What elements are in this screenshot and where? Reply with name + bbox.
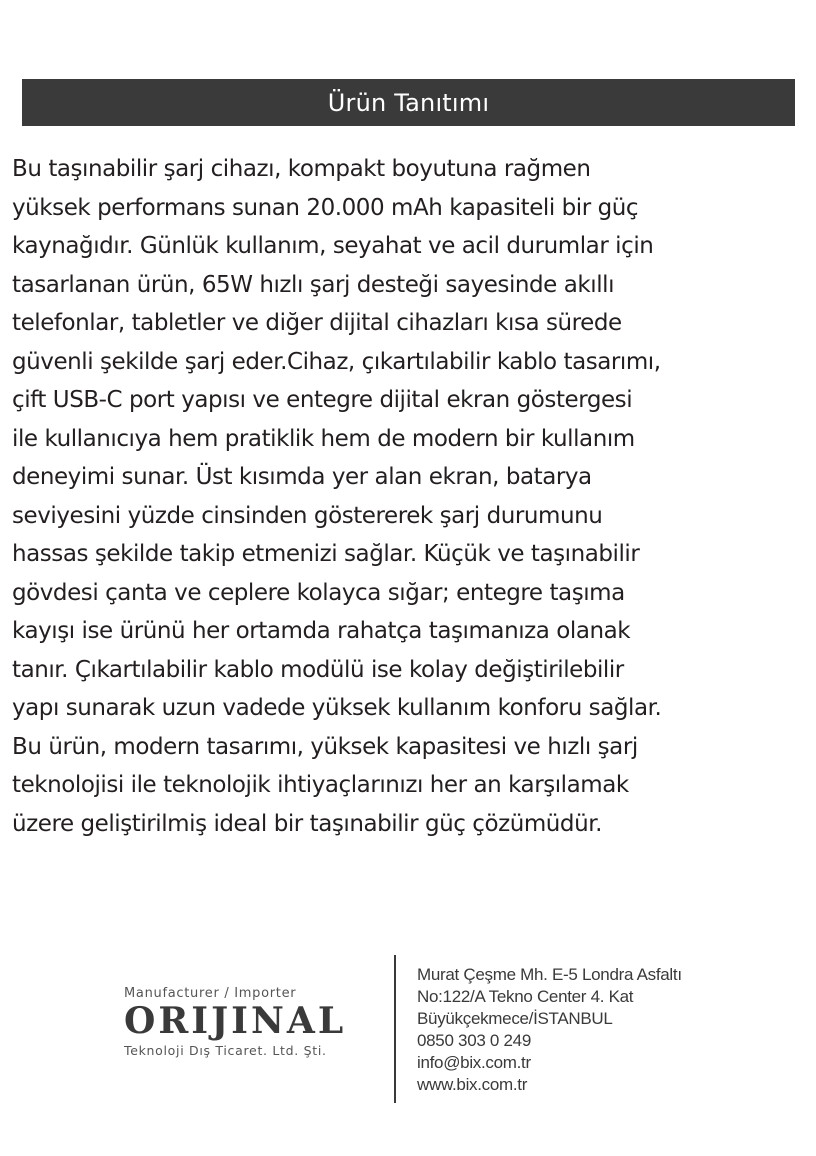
- description-line: Bu ürün, modern tasarımı, yüksek kapasitesi ve hızlı şarj: [12, 733, 638, 760]
- product-description: [12, 150, 812, 843]
- description-line: hassas şekilde takip etmenizi sağlar. Küçük ve taşınabilir: [12, 541, 640, 567]
- description-line: kaynağıdır. Günlük kullanım, seyahat ve acil durumlar için: [12, 233, 654, 259]
- description-line: tasarlanan ürün, 65W hızlı şarj desteği sayesinde akıllı: [12, 271, 615, 298]
- description-line: gövdesi çanta ve ceplere kolayca sığar; entegre taşıma: [12, 579, 625, 606]
- address-line: Büyükçekmece/İSTANBUL: [417, 1009, 613, 1028]
- website-url: www.bix.com.tr: [417, 1075, 528, 1094]
- description-line: kayışı ise ürünü her ortamda rahatça taşımanıza olanak: [12, 618, 631, 644]
- company-name: Teknoloji Dış Ticaret. Ltd. Şti.: [124, 1043, 327, 1058]
- manufacturer-role: Manufacturer / Importer: [124, 986, 297, 1001]
- section-header-bar: [22, 79, 795, 126]
- description-line: telefonlar, tabletler ve diğer dijital cihazları kısa sürede: [12, 310, 622, 336]
- manufacturer-block: [124, 986, 374, 1058]
- footer-divider: [394, 955, 396, 1103]
- description-line: seviyesini yüzde cinsinden göstererek şarj durumunu: [12, 502, 603, 529]
- description-line: Bu taşınabilir şarj cihazı, kompakt boyutuna rağmen: [12, 156, 591, 182]
- address-line: Murat Çeşme Mh. E-5 Londra Asfaltı: [417, 965, 682, 984]
- description-line: çift USB-C port yapısı ve entegre dijital ekran göstergesi: [12, 387, 633, 413]
- phone-number: 0850 303 0 249: [417, 1031, 531, 1050]
- description-line: üzere geliştirilmiş ideal bir taşınabilir güç çözümüdür.: [12, 810, 602, 837]
- description-line: yapı sunarak uzun vadede yüksek kullanım konforu sağlar.: [12, 695, 662, 721]
- description-line: teknolojisi ile teknolojik ihtiyaçlarınızı her an karşılamak: [12, 772, 629, 798]
- email-address: info@bix.com.tr: [417, 1053, 531, 1072]
- description-line: güvenli şekilde şarj eder.Cihaz, çıkartılabilir kablo tasarımı,: [12, 348, 661, 375]
- section-title: Ürün Tanıtımı: [327, 88, 490, 117]
- address-line: No:122/A Tekno Center 4. Kat: [417, 987, 634, 1006]
- description-line: yüksek performans sunan 20.000 mAh kapasiteli bir güç: [12, 194, 639, 221]
- contact-address-block: [417, 964, 737, 1096]
- company-logo: ORIJINAL: [124, 1000, 347, 1042]
- description-line: deneyimi sunar. Üst kısımda yer alan ekran, batarya: [12, 464, 592, 490]
- description-line: tanır. Çıkartılabilir kablo modülü ise kolay değiştirilebilir: [12, 656, 624, 683]
- description-line: ile kullanıcıya hem pratiklik hem de modern bir kullanım: [12, 425, 635, 452]
